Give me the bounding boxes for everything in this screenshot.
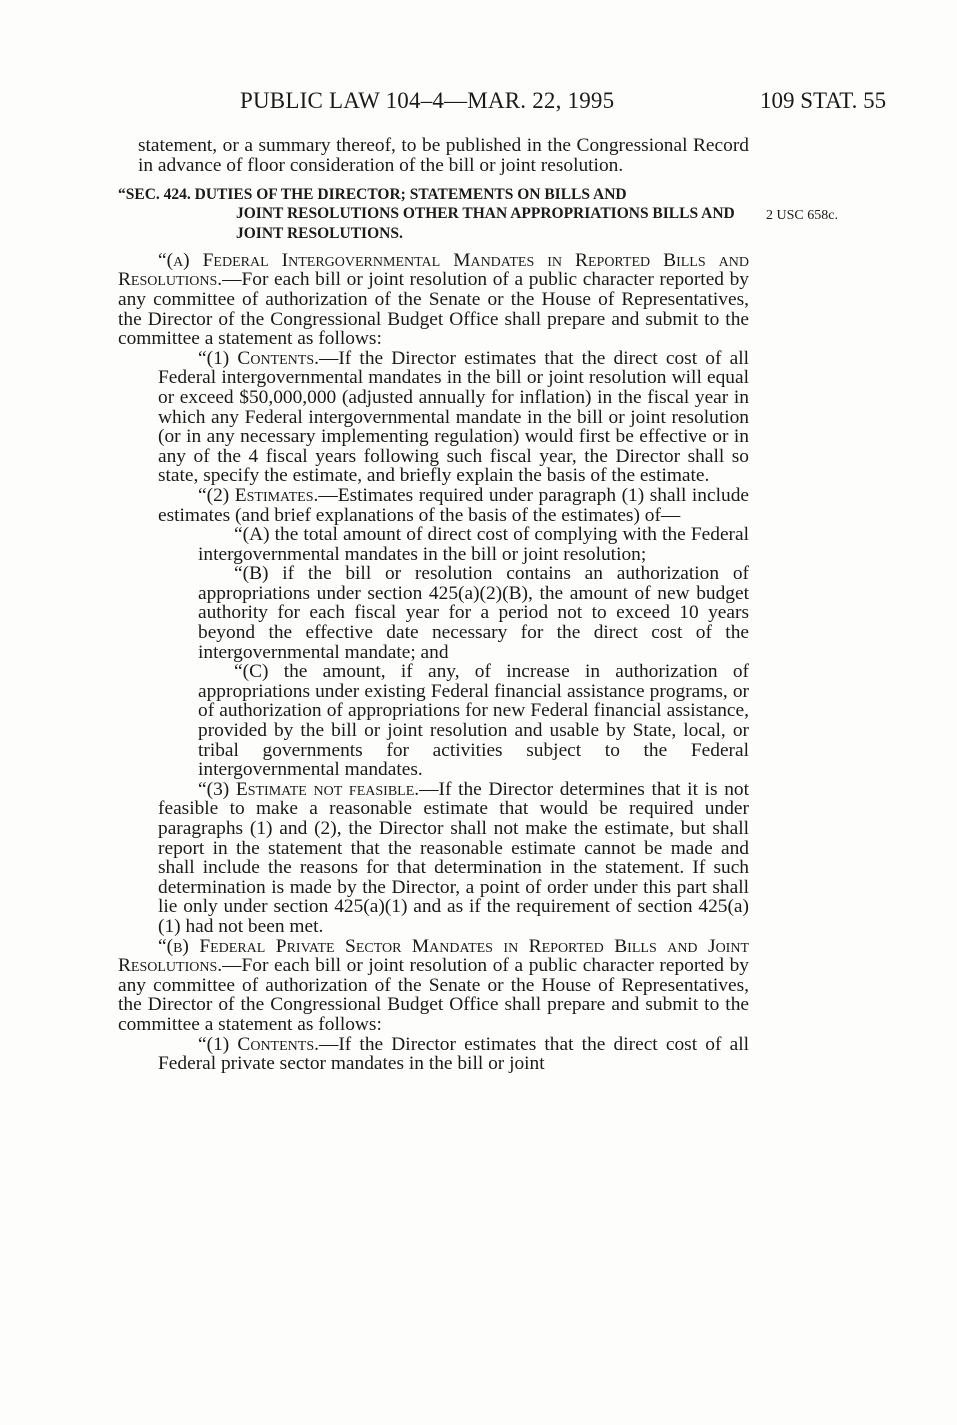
subsection-b	[118, 937, 749, 1035]
carryover-paragraph: statement, or a summary thereof, to be published in the Congressional Record in advance of floor consideration of the bill or joint resolution.	[138, 135, 749, 176]
paragraph-a3-text: —If the Director determines that it is not feasible to make a reasonable estimate that would be required under paragraphs (1) and (2), the Director shall not make the estimate, but shall report in the statement that the reasonable estimate cannot be made and shall include the reasons for that determination in the statement. If such determination is made by the Director, a point of order under this part shall lie only under section 425(a)(1) and as if the requirement of section 425(a)(1) had not been met.	[158, 778, 749, 937]
subsection-a	[118, 251, 749, 349]
subparagraph-a2C-text: “(C) the amount, if any, of increase in authorization of appropriations under existing Federal financial assistance programs, or of authorization of appropriations for new Federal financial assistance, provided by the bill or joint resolution and usable by State, local, or tribal governments for activities subject to the Federal intergovernmental mandates.	[198, 661, 749, 781]
paragraph-b1	[118, 1035, 749, 1074]
page-header	[0, 88, 957, 118]
law-text	[118, 136, 749, 1074]
subsection-b-heading: “(b) Federal Private Sector Mandates in Reported Bills and Joint Resolutions.	[118, 935, 749, 977]
paragraph-a1-heading: “(1) Contents.	[198, 347, 319, 369]
subparagraph-a2C	[118, 662, 749, 780]
running-head-title: PUBLIC LAW 104–4—MAR. 22, 1995	[240, 88, 615, 113]
paragraph-a3	[118, 780, 749, 937]
subparagraph-a2B	[118, 564, 749, 662]
subparagraph-a2A	[118, 525, 749, 564]
paragraph-b1-heading: “(1) Contents.	[198, 1033, 319, 1055]
subparagraph-a2B-text: “(B) if the bill or resolution contains an authorization of appropriations under section 425(a)(2)(B), the amount of new budget authority for each fiscal year for a period not to exceed 10 years beyond the effective date necessary for the direct cost of the intergovernmental mandate; and	[198, 563, 749, 663]
margin-citation: 2 USC 658c.	[766, 208, 838, 223]
paragraph-a2-text: —Estimates required under paragraph (1) shall include estimates (and brief explanations of the basis of the estimates) of—	[158, 484, 749, 526]
section-heading	[118, 185, 749, 243]
paragraph-a1	[118, 349, 749, 486]
subsection-a-heading: “(a) Federal Intergovernmental Mandates in Reported Bills and Resolutions.	[118, 249, 749, 291]
paragraph-a2-heading: “(2) Estimates.	[198, 484, 319, 506]
paragraph-b1-text: —If the Director estimates that the direct cost of all Federal private sector mandates in the bill or joint	[158, 1033, 749, 1075]
section-heading-rest: JOINT RESOLUTIONS OTHER THAN APPROPRIATIONS BILLS AND JOINT RESOLUTIONS.	[236, 205, 735, 242]
statute-page-number: 109 STAT. 55	[760, 88, 887, 113]
subsection-b-text: —For each bill or joint resolution of a public character reported by any committee of authorization of the Senate or the House of Representatives, the Director of the Congressional Budget Office shall prepare and submit to the committee a statement as follows:	[118, 955, 749, 1035]
paragraph-a2	[118, 486, 749, 525]
subparagraph-a2A-text: “(A) the total amount of direct cost of complying with the Federal intergovernmental mandates in the bill or joint resolution;	[198, 524, 749, 565]
section-heading-first-line: “SEC. 424. DUTIES OF THE DIRECTOR; STATEMENTS ON BILLS AND	[118, 186, 627, 204]
paragraph-a3-heading: “(3) Estimate not feasible.	[198, 778, 420, 800]
paragraph-a1-text: —If the Director estimates that the direct cost of all Federal intergovernmental mandates in the bill or joint resolution will equal or exceed $50,000,000 (adjusted annually for inflation) in the fiscal year in which any Federal intergovernmental mandate in the bill or joint resolution (or in any necessary implementing regulation) would first be effective or in any of the 4 fiscal years following such fiscal year, the Director shall so state, specify the estimate, and briefly explain the basis of the estimate.	[158, 347, 749, 487]
subsection-a-text: —For each bill or joint resolution of a public character reported by any committee of authorization of the Senate or the House of Representatives, the Director of the Congressional Budget Office shall prepare and submit to the committee a statement as follows:	[118, 269, 749, 350]
